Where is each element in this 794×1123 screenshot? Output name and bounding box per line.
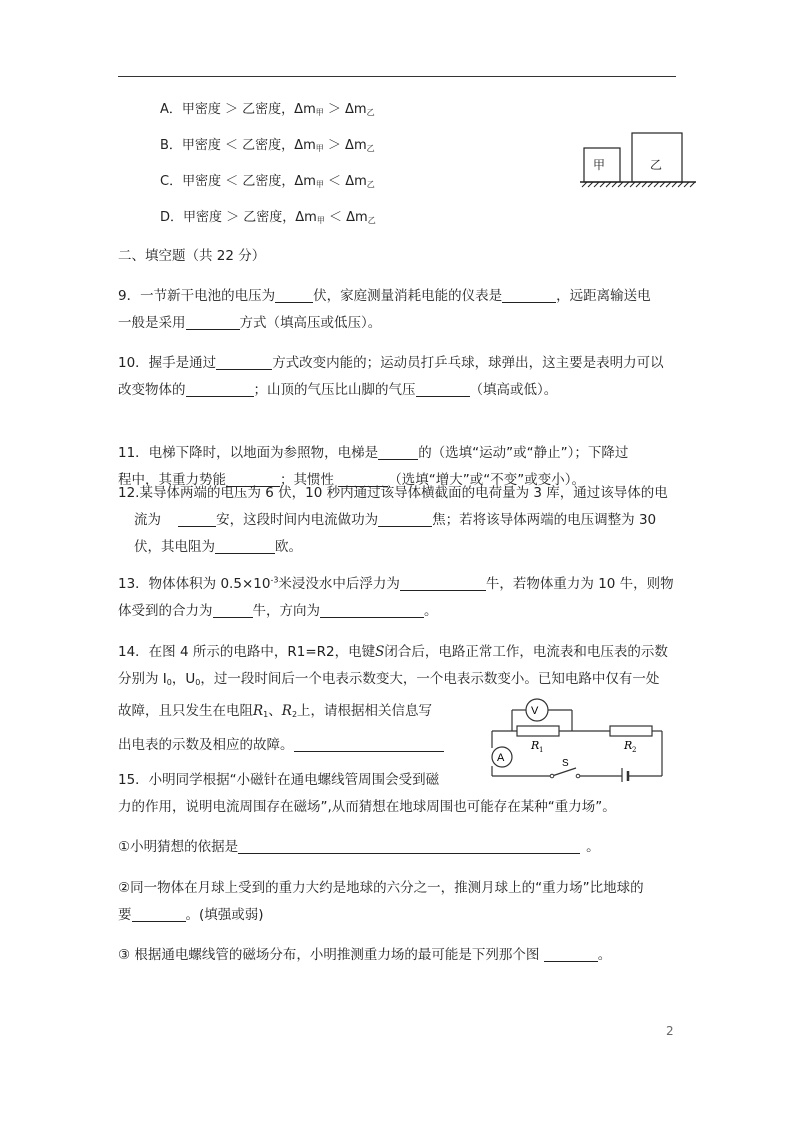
q9-line1 (118, 284, 651, 304)
sub-yi: 乙 (366, 108, 375, 117)
resistor-symbol: R (253, 703, 264, 719)
q15-line2 (118, 795, 616, 815)
q13-text: 13．物体体积为 0.5×10 (118, 576, 271, 592)
answer-blank[interactable] (186, 382, 254, 397)
option-c (160, 170, 375, 190)
q14-line3 (118, 699, 432, 719)
q15-sub2-line2 (118, 903, 264, 923)
delta-m: Δm (294, 174, 316, 189)
q15-text: 。 (586, 839, 600, 855)
answer-blank[interactable] (502, 288, 556, 303)
answer-blank[interactable] (378, 445, 418, 460)
sub-jia: 甲 (315, 180, 324, 189)
answer-blank[interactable] (378, 512, 432, 527)
q12-text: 欧。 (275, 539, 302, 555)
q13-text: 。 (424, 603, 438, 619)
q10-text: 10．握手是通过 (118, 355, 217, 371)
answer-blank[interactable] (186, 315, 240, 330)
q10-text: （填高或低）。 (469, 382, 558, 398)
q9-text: ，远距离输送电 (556, 288, 651, 304)
block-jia-label: 甲 (593, 158, 606, 172)
q12-text: 流为 (134, 512, 161, 528)
answer-blank[interactable] (320, 603, 424, 618)
q10-line2 (118, 378, 557, 398)
q11-text: 的（选填“运动”或“静止”）；下降过 (418, 445, 629, 461)
q12-text: 伏，其电阻为 (134, 539, 215, 555)
r1-sub: 1 (539, 746, 544, 754)
q14-text: 上，请根据相关信息写 (297, 703, 433, 719)
answer-blank[interactable] (213, 603, 253, 618)
subscript: 0 (166, 678, 172, 687)
sub-jia: 甲 (315, 144, 324, 153)
answer-blank[interactable] (132, 907, 186, 922)
delta-m: Δm (294, 102, 316, 117)
answer-blank[interactable] (178, 512, 216, 527)
q13-line2 (118, 599, 438, 619)
q11-line1 (118, 441, 628, 461)
q15-text: 。(填强或弱) (185, 907, 264, 923)
compare-sign: ＞ (327, 138, 341, 153)
subscript: 0 (195, 678, 201, 687)
answer-blank[interactable] (238, 839, 580, 854)
q13-line1 (118, 572, 674, 592)
q15-text: ③ 根据通电螺线管的磁场分布，小明推测重力场的最可能是下列那个图 (118, 947, 540, 963)
answer-blank[interactable] (294, 737, 444, 752)
q12-line1 (118, 481, 668, 501)
sub-jia: 甲 (315, 108, 324, 117)
switch-symbol: S (375, 644, 385, 660)
q11-text: （选填“增大”或“不变”或变小）。 (388, 472, 586, 488)
q15-text: 15．小明同学根据“小磁针在通电螺线管周围会受到磁 (118, 772, 440, 788)
answer-blank[interactable] (400, 576, 486, 591)
option-b-text: B．甲密度 ＜ 乙密度， (160, 138, 295, 153)
answer-blank[interactable] (544, 947, 598, 962)
q12-line3 (134, 535, 302, 555)
delta-m: Δm (294, 138, 316, 153)
answer-blank[interactable] (275, 288, 313, 303)
q11-text: ；其惯性 (280, 472, 334, 488)
q14-text: ，过一段时间后一个电表示数变大，一个电表示数变小。已知电路中仅有一处 (200, 671, 660, 687)
q15-sub2-line1 (118, 876, 644, 896)
q10-text: ；山顶的气压比山脚的气压 (253, 382, 416, 398)
answer-blank[interactable] (216, 355, 272, 370)
sub-jia: 甲 (316, 216, 325, 225)
q11-text: 11．电梯下降时，以地面为参照物，电梯是 (118, 445, 379, 461)
q9-text: 9．一节新干电池的电压为 (118, 288, 276, 304)
circuit-diagram (488, 692, 666, 782)
option-a-text: A．甲密度 ＞ 乙密度， (160, 102, 295, 117)
q12-text: 12.某导体两端的电压为 6 伏，10 秒内通过该导体横截面的电荷量为 3 库，通过该导体的电 (118, 485, 668, 501)
voltmeter-label: V (531, 705, 539, 717)
q9-text: 一般是采用 (118, 315, 186, 331)
q10-text: 方式改变内能的；运动员打乒乓球，球弹出，这主要是表明力可以 (272, 355, 664, 371)
q14-line1 (118, 640, 668, 660)
section-title: 二、填空题（共 22 分） (118, 248, 266, 264)
resistor-symbol: R (281, 703, 292, 719)
q14-text: 闭合后，电路正常工作，电流表和电压表的示数 (384, 644, 668, 660)
delta-m: Δm (345, 174, 367, 189)
q15-text: 力的作用，说明电流周围存在磁场”,从而猜想在地球周围也可能存在某种“重力场”。 (118, 799, 616, 815)
q12-text: 安，这段时间内电流做功为 (216, 512, 379, 528)
q15-text: 要 (118, 907, 132, 923)
option-c-text: C．甲密度 ＜ 乙密度， (160, 174, 295, 189)
option-d-text: D．甲密度 ＞ 乙密度， (160, 210, 296, 225)
q15-line1 (118, 768, 439, 788)
header-rule (118, 76, 676, 77)
q11-text: 程中，其重力势能 (118, 472, 226, 488)
q15-text: ①小明猜想的依据是 (118, 839, 239, 855)
q13-text: 体受到的合力为 (118, 603, 213, 619)
option-b (160, 134, 375, 154)
q14-text: 出电表的示数及相应的故障。 (118, 737, 294, 753)
q13-text: 米浸没水中后浮力为 (278, 576, 400, 592)
q9-line2 (118, 311, 381, 331)
q15-sub3 (118, 943, 611, 963)
q14-text: ，U (171, 671, 196, 687)
q14-text: 故障，且只发生在电阻 (118, 703, 253, 719)
delta-m: Δm (346, 210, 368, 225)
compare-sign: ＞ (327, 102, 341, 117)
r1-label: R (531, 739, 540, 752)
option-a (160, 98, 375, 118)
answer-blank[interactable] (416, 382, 470, 397)
q13-text: 牛，方向为 (252, 603, 320, 619)
q14-text: 14．在图 4 所示的电路中，R1=R2，电键 (118, 644, 376, 660)
q13-exponent: -3 (270, 575, 279, 585)
q10-line1 (118, 351, 664, 371)
subscript: 1 (263, 710, 269, 719)
ammeter-label: A (497, 752, 505, 764)
compare-sign: ＜ (328, 210, 342, 225)
delta-m: Δm (295, 210, 317, 225)
q9-text: 伏，家庭测量消耗电能的仪表是 (313, 288, 503, 304)
q15-sub1 (118, 835, 600, 855)
q14-text: 、 (268, 703, 282, 719)
subscript: 2 (291, 710, 298, 719)
switch-label: S (562, 758, 569, 769)
q12-line2 (134, 508, 656, 528)
sub-yi: 乙 (367, 216, 376, 225)
delta-m: Δm (345, 138, 367, 153)
resistor-r1 (517, 726, 559, 736)
block-yi-label: 乙 (650, 158, 663, 172)
resistor-r2 (610, 726, 652, 736)
delta-m: Δm (345, 102, 367, 117)
q14-text: 分别为 I (118, 671, 167, 687)
q13-text: 牛，若物体重力为 10 牛，则物 (485, 576, 674, 592)
q14-line4 (118, 733, 444, 753)
r2-sub: 2 (632, 746, 637, 754)
compare-sign: ＜ (328, 174, 342, 189)
q10-text: 改变物体的 (118, 382, 186, 398)
answer-blank[interactable] (215, 539, 275, 554)
q9-text: 方式（填高压或低压）。 (239, 315, 382, 331)
q12-text: 焦；若将该导体两端的电压调整为 30 (432, 512, 657, 528)
sub-yi: 乙 (366, 180, 375, 189)
option-d (160, 206, 376, 226)
q14-line2 (118, 667, 659, 687)
page-number: 2 (666, 1024, 674, 1038)
q15-text: ②同一物体在月球上受到的重力大约是地球的六分之一，推测月球上的“重力场”比地球的 (118, 880, 644, 896)
q15-text: 。 (597, 947, 612, 963)
r2-label: R (624, 739, 633, 752)
sub-yi: 乙 (366, 144, 375, 153)
